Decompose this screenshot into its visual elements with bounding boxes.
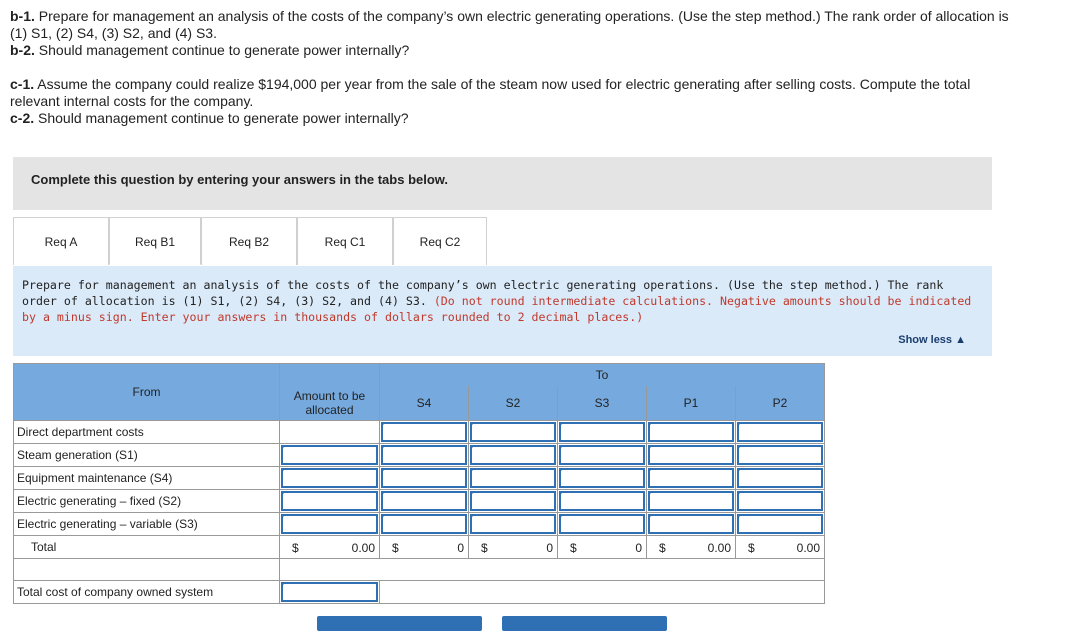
input-cell[interactable] xyxy=(469,444,558,467)
input-cell[interactable] xyxy=(736,444,825,467)
spacer-row xyxy=(14,559,825,581)
tab-req-c1[interactable]: Req C1 xyxy=(297,217,393,265)
input-cell[interactable] xyxy=(558,490,647,513)
c2-label: c-2. xyxy=(10,110,35,126)
col-header-p2: P2 xyxy=(736,386,825,421)
tab-bar xyxy=(13,217,493,266)
amount-header-top xyxy=(280,364,380,386)
total-p2 xyxy=(736,536,825,559)
input-cell[interactable] xyxy=(558,444,647,467)
tab-req-b1[interactable]: Req B1 xyxy=(109,217,201,265)
from-header xyxy=(14,364,280,421)
prev-button[interactable] xyxy=(317,616,482,631)
input-cell[interactable] xyxy=(469,421,558,444)
table-row xyxy=(14,490,825,513)
input-cell[interactable] xyxy=(647,467,736,490)
input-cell[interactable] xyxy=(280,467,380,490)
total-row xyxy=(14,536,825,559)
caret-up-icon: ▲ xyxy=(955,334,966,346)
total-value: 0.00 xyxy=(351,541,375,555)
input-cell[interactable] xyxy=(280,513,380,536)
col-header-s2: S2 xyxy=(469,386,558,421)
b2-label: b-2. xyxy=(10,42,35,58)
to-label: To xyxy=(595,367,609,382)
show-less-link[interactable] xyxy=(898,334,966,346)
row-label: Equipment maintenance (S4) xyxy=(14,467,280,490)
input-cell[interactable] xyxy=(280,444,380,467)
input-cell[interactable] xyxy=(558,467,647,490)
input-cell[interactable] xyxy=(280,490,380,513)
input-cell[interactable] xyxy=(647,513,736,536)
row-label: Direct department costs xyxy=(14,421,280,444)
input-cell[interactable] xyxy=(647,490,736,513)
row-label: Electric generating – variable (S3) xyxy=(14,513,280,536)
system-label: Total cost of company owned system xyxy=(14,581,280,604)
total-s4 xyxy=(380,536,469,559)
input-cell[interactable] xyxy=(469,490,558,513)
dollar-sign: $ xyxy=(659,541,666,555)
total-value: 0 xyxy=(457,541,464,555)
dollar-sign: $ xyxy=(570,541,577,555)
instruction-note: (Do not round intermediate calculations. Negative amounts should be indicated by a minus sign. Enter your answers in thousands of dollars rounded to 2 decimal places.) xyxy=(22,294,972,324)
from-label: From xyxy=(132,385,161,399)
tab-req-a[interactable]: Req A xyxy=(13,217,109,265)
total-amount xyxy=(280,536,380,559)
system-input-cell[interactable] xyxy=(280,581,380,604)
input-cell[interactable] xyxy=(736,467,825,490)
input-cell[interactable] xyxy=(558,421,647,444)
b2-text: Should management continue to generate power internally? xyxy=(34,42,410,58)
total-label: Total xyxy=(14,536,280,559)
c1-text: Assume the company could realize $194,000 per year from the sale of the steam now used for electric generating after selling costs. Compute the total relevant internal costs for the company. xyxy=(10,76,971,109)
instructions-banner xyxy=(13,157,992,210)
total-p1 xyxy=(647,536,736,559)
input-cell[interactable] xyxy=(380,490,469,513)
table-row xyxy=(14,444,825,467)
dollar-sign: $ xyxy=(481,541,488,555)
input-cell[interactable] xyxy=(469,467,558,490)
input-cell[interactable] xyxy=(647,421,736,444)
c2-text: Should management continue to generate power internally? xyxy=(34,110,409,126)
instruction-text xyxy=(22,277,982,325)
row-label: Steam generation (S1) xyxy=(14,444,280,467)
input-cell[interactable] xyxy=(736,421,825,444)
input-cell[interactable] xyxy=(469,513,558,536)
total-s3 xyxy=(558,536,647,559)
total-value: 0 xyxy=(546,541,553,555)
show-less-label: Show less xyxy=(898,334,953,346)
input-cell[interactable] xyxy=(380,421,469,444)
tab-req-b2[interactable]: Req B2 xyxy=(201,217,297,265)
total-value: 0.00 xyxy=(707,541,731,555)
banner-text: Complete this question by entering your answers in the tabs below. xyxy=(31,172,449,187)
question-text xyxy=(10,8,1010,127)
input-cell[interactable] xyxy=(647,444,736,467)
table-row xyxy=(14,421,825,444)
table-row xyxy=(14,467,825,490)
system-row xyxy=(14,581,825,604)
amount-cell xyxy=(280,421,380,444)
b1-text: Prepare for management an analysis of the costs of the company’s own electric generating operations. (Use the step method.) The rank order of allocation is (1) S1, (2) S4, (3) S2, and (4) S3. xyxy=(10,8,1009,41)
total-s2 xyxy=(469,536,558,559)
dollar-sign: $ xyxy=(292,541,299,555)
input-cell[interactable] xyxy=(736,513,825,536)
instruction-panel xyxy=(13,266,992,356)
input-cell[interactable] xyxy=(380,467,469,490)
c1-label: c-1. xyxy=(10,76,35,92)
total-value: 0.00 xyxy=(796,541,820,555)
col-header-s4: S4 xyxy=(380,386,469,421)
allocation-table xyxy=(13,363,825,604)
input-cell[interactable] xyxy=(558,513,647,536)
instruction-main: Prepare for management an analysis of the costs of the company’s own electric generating operations. (Use the step method.) The rank order of allocation is (1) S1, (2) S4, (3) S2, and (4) S3. xyxy=(22,278,944,308)
row-label: Electric generating – fixed (S2) xyxy=(14,490,280,513)
dollar-sign: $ xyxy=(392,541,399,555)
b1-label: b-1. xyxy=(10,8,35,24)
tab-req-c2[interactable]: Req C2 xyxy=(393,217,487,265)
input-cell[interactable] xyxy=(380,444,469,467)
input-cell[interactable] xyxy=(736,490,825,513)
input-cell[interactable] xyxy=(380,513,469,536)
amount-label: Amount to be allocated xyxy=(293,388,366,417)
col-header-p1: P1 xyxy=(647,386,736,421)
total-value: 0 xyxy=(635,541,642,555)
to-header xyxy=(380,364,825,386)
col-header-s3: S3 xyxy=(558,386,647,421)
dollar-sign: $ xyxy=(748,541,755,555)
next-button[interactable] xyxy=(502,616,667,631)
table-row xyxy=(14,513,825,536)
amount-header xyxy=(280,386,380,421)
